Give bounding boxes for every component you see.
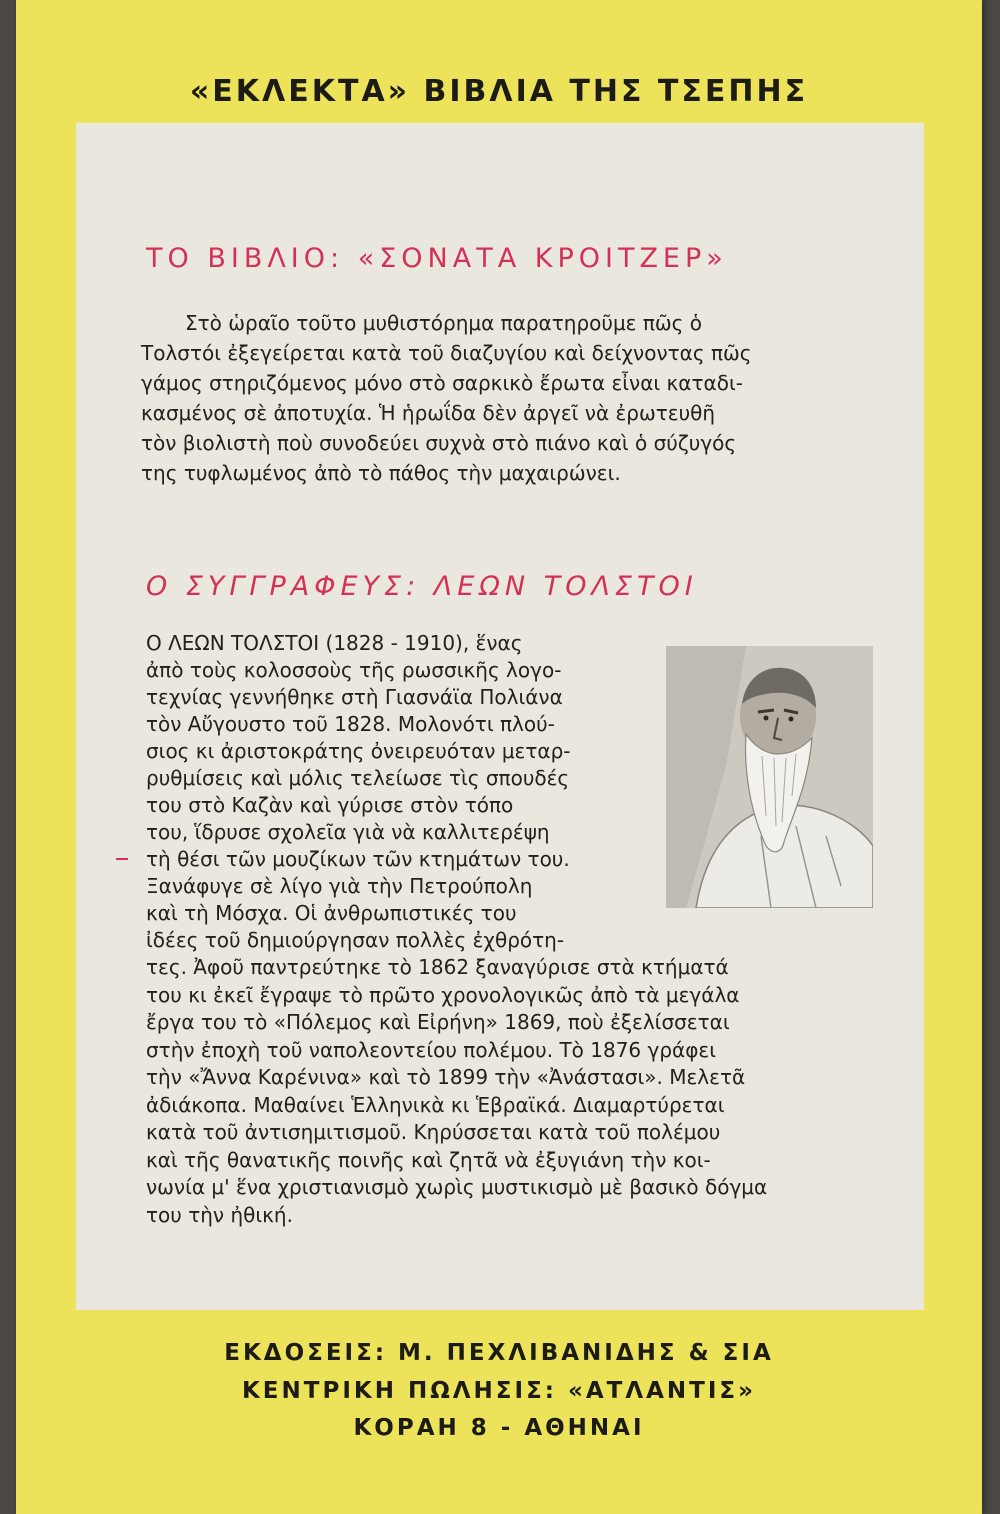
series-title: «ΕΚΛΕΚΤΑ» ΒΙΒΛΙΑ ΤΗΣ ΤΣΕΠΗΣ [189, 74, 809, 109]
book-heading: ΤΟ ΒΙΒΛΙΟ: «ΣΟΝΑΤΑ ΚΡΟΙΤΖΕΡ» [146, 243, 728, 274]
text-line: του κι ἐκεῖ ἔγραψε τὸ πρῶτο χρονολογικῶς ἀπὸ τὰ μεγάλα [146, 982, 740, 1007]
text-line: τὴ θέσι τῶν μουζίκων τῶν κτημάτων του. [146, 847, 570, 871]
text-line: Ο ΛΕΩΝ ΤΟΛΣΤΟΙ (1828 - 1910), ἕνας [146, 631, 523, 655]
text-line: κατὰ τοῦ ἀντισημιτισμοῦ. Κηρύσσεται κατὰ τοῦ πολέμου [146, 1120, 721, 1144]
text-line: σιος κι ἀριστοκράτης ὀνειρευόταν μεταρ- [146, 739, 571, 763]
content-panel [76, 123, 924, 1310]
text-line: του, ἵδρυσε σχολεῖα γιὰ νὰ καλλιτερέψη [146, 820, 550, 844]
text-line: τὸν Αὔγουστο τοῦ 1828. Μολονότι πλού- [146, 712, 555, 736]
text-line: Ξανάφυγε σὲ λίγο γιὰ τὴν Πετρούπολη [146, 874, 533, 898]
text-line: ἀδιάκοπα. Μαθαίνει Ἑλληνικὰ κι Ἑβραϊκά. Διαμαρτύρεται [146, 1092, 725, 1117]
text-line: γάμος στηριζόμενος μόνο στὸ σαρκικὸ ἔρωτα εἶναι καταδι- [141, 371, 743, 395]
author-heading: Ο ΣΥΓΓΡΑΦΕΥΣ: ΛΕΩΝ ΤΟΛΣΤΟΙ [146, 571, 698, 602]
text-line: του τὴν ἠθική. [146, 1202, 293, 1227]
text-line: τεχνίας γεννήθηκε στὴ Γιασνάϊα Πολιάνα [146, 685, 563, 709]
text-line: καὶ τῆς θανατικῆς ποινῆς καὶ ζητᾶ νὰ ἐξυγιάνη τὴν κοι- [146, 1147, 711, 1172]
text-line: στὴν ἐποχὴ τοῦ ναπολεοντείου πολέμου. Τὸ 1876 γράφει [146, 1037, 716, 1062]
text-line: ρυθμίσεις καὶ μόλις τελείωσε τὶς σπουδές [146, 766, 570, 790]
book-back-cover [16, 0, 982, 1514]
text-line: του στὸ Καζὰν καὶ γύρισε στὸν τόπο [146, 793, 514, 817]
author-bio-bottom [146, 954, 876, 1229]
text-line: Στὸ ὡραῖο τοῦτο μυθιστόρημα παρατηροῦμε πῶς ὁ [185, 311, 702, 335]
text-line: της τυφλωμένος ἀπὸ τὸ πάθος τὴν μαχαιρώνει. [141, 461, 621, 485]
text-line: καὶ τὴ Μόσχα. Οἱ ἀνθρωπιστικές του [146, 901, 517, 925]
text-line: τὸν βιολιστὴ ποὺ συνοδεύει συχνὰ στὸ πιάνο καὶ ὁ σύζυγός [141, 431, 737, 455]
address-line: ΚΟΡΑΗ 8 - ΑΘΗΝΑΙ [353, 1415, 645, 1441]
text-line: τὴν «Ἄννα Καρένινα» καὶ τὸ 1899 τὴν «Ἀνάστασι». Μελετᾶ [146, 1065, 746, 1089]
distributor-line: ΚΕΝΤΡΙΚΗ ΠΩΛΗΣΙΣ: «ΑΤΛΑΝΤΙΣ» [241, 1378, 756, 1404]
text-line: κασμένος σὲ ἀποτυχία. Ἡ ἡρωΐδα δὲν ἀργεῖ νὰ ἐρωτευθῆ [141, 401, 716, 425]
margin-mark [116, 858, 128, 860]
text-line: ἔργα του τὸ «Πόλεμος καὶ Εἰρήνη» 1869, ποὺ ἐξελίσσεται [146, 1010, 730, 1034]
author-bio-top [146, 630, 656, 954]
publisher-line: ΕΚΔΟΣΕΙΣ: Μ. ΠΕΧΛΙΒΑΝΙΔΗΣ & ΣΙΑ [224, 1340, 774, 1366]
author-portrait [666, 646, 873, 908]
text-line: ἰδέες τοῦ δημιούργησαν πολλὲς ἐχθρότη- [146, 928, 565, 952]
book-description [141, 308, 876, 488]
text-line: ἀπὸ τοὺς κολοσσοὺς τῆς ρωσσικῆς λογο- [146, 658, 562, 682]
text-line: Τολστόι ἐξεγείρεται κατὰ τοῦ διαζυγίου καὶ δείχνοντας πῶς [141, 341, 752, 365]
text-line: νωνία μ' ἕνα χριστιανισμὸ χωρὶς μυστικισμὸ μὲ βασικὸ δόγμα [146, 1175, 768, 1199]
text-line: τες. Ἀφοῦ παντρεύτηκε τὸ 1862 ξαναγύρισε στὰ κτήματά [146, 955, 729, 979]
